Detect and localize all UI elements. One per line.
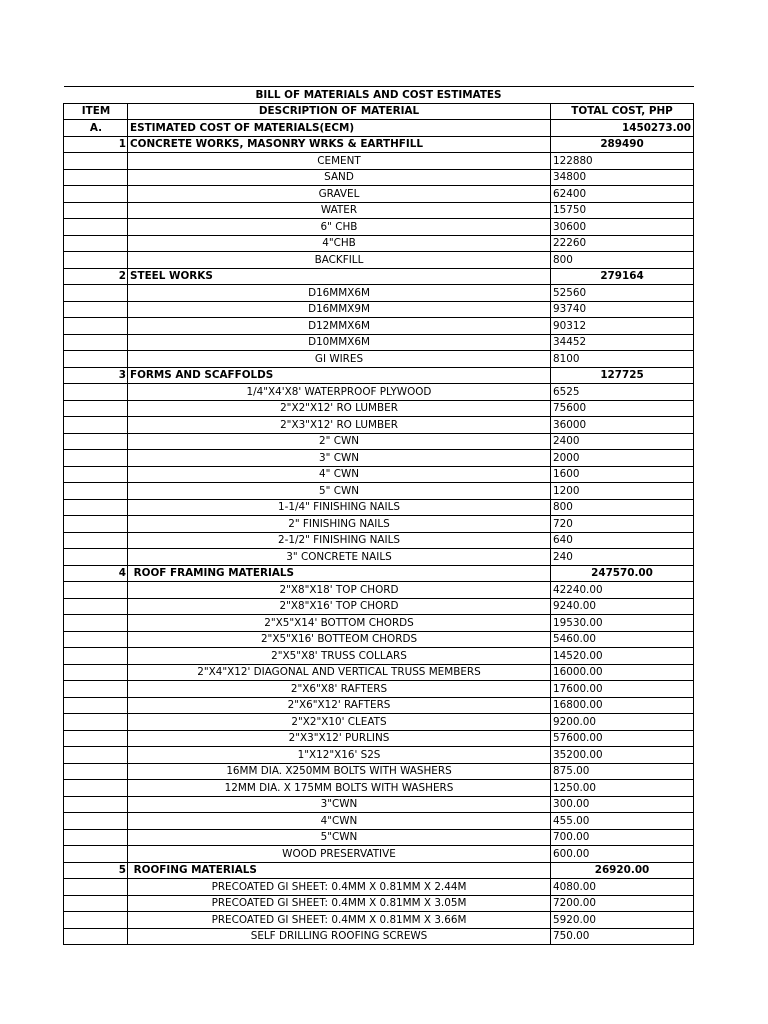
- material-row: [64, 631, 694, 648]
- material-description: 6" CHB: [128, 219, 551, 236]
- material-row: [64, 202, 694, 219]
- material-row: [64, 697, 694, 714]
- section-subtotal: 279164: [551, 268, 694, 285]
- material-description: 2"X4"X12' DIAGONAL AND VERTICAL TRUSS MEMBERS: [128, 664, 551, 681]
- material-cost: 7200.00: [551, 895, 694, 912]
- material-row: [64, 747, 694, 764]
- header-item: ITEM: [64, 103, 128, 120]
- material-cost: 8100: [551, 351, 694, 368]
- material-cost: 300.00: [551, 796, 694, 813]
- header-description: DESCRIPTION OF MATERIAL: [128, 103, 551, 120]
- material-description: 2"X5"X16' BOTTEOM CHORDS: [128, 631, 551, 648]
- material-row: [64, 780, 694, 797]
- material-row: [64, 433, 694, 450]
- material-description: 2"X5"X8' TRUSS COLLARS: [128, 648, 551, 665]
- material-row: [64, 763, 694, 780]
- material-row: [64, 483, 694, 500]
- item-cell: [64, 351, 128, 368]
- material-row: [64, 252, 694, 269]
- item-cell: [64, 499, 128, 516]
- material-description: D16MMX9M: [128, 301, 551, 318]
- material-row: [64, 153, 694, 170]
- material-description: SAND: [128, 169, 551, 186]
- section-row: [64, 862, 694, 879]
- material-row: [64, 879, 694, 896]
- item-cell: [64, 763, 128, 780]
- material-description: 1"X12"X16' S2S: [128, 747, 551, 764]
- material-cost: 800: [551, 499, 694, 516]
- document-title: BILL OF MATERIALS AND COST ESTIMATES: [64, 87, 694, 104]
- item-cell: [64, 549, 128, 566]
- material-row: [64, 895, 694, 912]
- material-description: 2"X5"X14' BOTTOM CHORDS: [128, 615, 551, 632]
- material-cost: 22260: [551, 235, 694, 252]
- material-cost: 42240.00: [551, 582, 694, 599]
- item-cell: [64, 219, 128, 236]
- item-cell: [64, 235, 128, 252]
- material-cost: 1600: [551, 466, 694, 483]
- item-cell: [64, 318, 128, 335]
- material-description: 1/4"X4'X8' WATERPROOF PLYWOOD: [128, 384, 551, 401]
- item-cell: [64, 400, 128, 417]
- material-cost: 2400: [551, 433, 694, 450]
- material-description: WATER: [128, 202, 551, 219]
- material-cost: 35200.00: [551, 747, 694, 764]
- item-cell: [64, 169, 128, 186]
- item-cell: [64, 780, 128, 797]
- item-cell: [64, 681, 128, 698]
- section-subtotal: 26920.00: [551, 862, 694, 879]
- material-description: PRECOATED GI SHEET: 0.4MM X 0.81MM X 2.44M: [128, 879, 551, 896]
- material-cost: 1250.00: [551, 780, 694, 797]
- item-cell: [64, 153, 128, 170]
- material-description: 4"CWN: [128, 813, 551, 830]
- material-cost: 122880: [551, 153, 694, 170]
- material-description: GI WIRES: [128, 351, 551, 368]
- material-description: BACKFILL: [128, 252, 551, 269]
- material-row: [64, 334, 694, 351]
- header-total-cost: TOTAL COST, PHP: [551, 103, 694, 120]
- material-cost: 2000: [551, 450, 694, 467]
- material-cost: 52560: [551, 285, 694, 302]
- material-description: GRAVEL: [128, 186, 551, 203]
- material-description: 2"X6"X12' RAFTERS: [128, 697, 551, 714]
- section-label: FORMS AND SCAFFOLDS: [128, 367, 551, 384]
- section-label: CONCRETE WORKS, MASONRY WRKS & EARTHFILL: [128, 136, 551, 153]
- material-description: 3"CWN: [128, 796, 551, 813]
- material-row: [64, 912, 694, 929]
- material-row: [64, 813, 694, 830]
- section-row: [64, 565, 694, 582]
- material-row: [64, 615, 694, 632]
- material-description: 5" CWN: [128, 483, 551, 500]
- material-row: [64, 582, 694, 599]
- item-cell: [64, 334, 128, 351]
- material-cost: 720: [551, 516, 694, 533]
- item-cell: [64, 598, 128, 615]
- section-number: 5: [64, 862, 128, 879]
- section-subtotal: 247570.00: [551, 565, 694, 582]
- material-cost: 90312: [551, 318, 694, 335]
- material-row: [64, 499, 694, 516]
- material-description: 2-1/2" FINISHING NAILS: [128, 532, 551, 549]
- material-row: [64, 318, 694, 335]
- item-cell: [64, 631, 128, 648]
- item-cell: [64, 813, 128, 830]
- material-description: 2" CWN: [128, 433, 551, 450]
- material-cost: 34452: [551, 334, 694, 351]
- material-description: CEMENT: [128, 153, 551, 170]
- item-cell: [64, 730, 128, 747]
- material-description: 1-1/4" FINISHING NAILS: [128, 499, 551, 516]
- material-cost: 240: [551, 549, 694, 566]
- material-row: [64, 598, 694, 615]
- item-cell: [64, 912, 128, 929]
- item-cell: [64, 285, 128, 302]
- item-cell: [64, 615, 128, 632]
- material-row: [64, 796, 694, 813]
- item-cell: [64, 186, 128, 203]
- item-cell: [64, 714, 128, 731]
- material-description: 16MM DIA. X250MM BOLTS WITH WASHERS: [128, 763, 551, 780]
- item-cell: [64, 532, 128, 549]
- material-description: 2"X3"X12' PURLINS: [128, 730, 551, 747]
- material-row: [64, 351, 694, 368]
- material-row: [64, 516, 694, 533]
- material-description: 5"CWN: [128, 829, 551, 846]
- item-cell: [64, 928, 128, 945]
- material-cost: 6525: [551, 384, 694, 401]
- material-row: [64, 532, 694, 549]
- material-description: 2"X8"X18' TOP CHORD: [128, 582, 551, 599]
- material-description: PRECOATED GI SHEET: 0.4MM X 0.81MM X 3.66M: [128, 912, 551, 929]
- section-number: 1: [64, 136, 128, 153]
- material-cost: 36000: [551, 417, 694, 434]
- material-row: [64, 681, 694, 698]
- material-cost: 800: [551, 252, 694, 269]
- section-number: 2: [64, 268, 128, 285]
- material-cost: 640: [551, 532, 694, 549]
- material-description: 2"X3"X12' RO LUMBER: [128, 417, 551, 434]
- material-row: [64, 730, 694, 747]
- material-description: PRECOATED GI SHEET: 0.4MM X 0.81MM X 3.05M: [128, 895, 551, 912]
- material-row: [64, 285, 694, 302]
- material-row: [64, 664, 694, 681]
- section-subtotal: 127725: [551, 367, 694, 384]
- item-cell: [64, 202, 128, 219]
- material-row: [64, 186, 694, 203]
- material-description: 2"X2"X10' CLEATS: [128, 714, 551, 731]
- material-description: 3" CONCRETE NAILS: [128, 549, 551, 566]
- material-description: 4" CWN: [128, 466, 551, 483]
- item-cell: [64, 846, 128, 863]
- material-row: [64, 846, 694, 863]
- material-cost: 75600: [551, 400, 694, 417]
- item-cell: [64, 648, 128, 665]
- material-description: D10MMX6M: [128, 334, 551, 351]
- material-description: 4"CHB: [128, 235, 551, 252]
- material-cost: 875.00: [551, 763, 694, 780]
- material-cost: 700.00: [551, 829, 694, 846]
- material-description: 2"X2"X12' RO LUMBER: [128, 400, 551, 417]
- item-cell: [64, 301, 128, 318]
- section-number: 4: [64, 565, 128, 582]
- material-cost: 15750: [551, 202, 694, 219]
- item-cell: [64, 516, 128, 533]
- ecm-row: [64, 120, 694, 137]
- material-description: 12MM DIA. X 175MM BOLTS WITH WASHERS: [128, 780, 551, 797]
- section-number: 3: [64, 367, 128, 384]
- item-cell: [64, 879, 128, 896]
- item-cell: [64, 384, 128, 401]
- material-row: [64, 466, 694, 483]
- material-cost: 62400: [551, 186, 694, 203]
- item-cell: [64, 829, 128, 846]
- section-label: ROOFING MATERIALS: [128, 862, 551, 879]
- material-cost: 600.00: [551, 846, 694, 863]
- material-cost: 5920.00: [551, 912, 694, 929]
- material-description: 2"X6"X8' RAFTERS: [128, 681, 551, 698]
- material-description: 3" CWN: [128, 450, 551, 467]
- section-label: STEEL WORKS: [128, 268, 551, 285]
- item-cell: [64, 664, 128, 681]
- item-cell: [64, 252, 128, 269]
- ecm-total: 1450273.00: [551, 120, 694, 137]
- material-cost: 57600.00: [551, 730, 694, 747]
- material-description: 2"X8"X16' TOP CHORD: [128, 598, 551, 615]
- material-row: [64, 169, 694, 186]
- material-row: [64, 417, 694, 434]
- material-row: [64, 400, 694, 417]
- item-cell: [64, 417, 128, 434]
- material-cost: 455.00: [551, 813, 694, 830]
- material-row: [64, 928, 694, 945]
- material-row: [64, 450, 694, 467]
- material-cost: 16800.00: [551, 697, 694, 714]
- material-cost: 93740: [551, 301, 694, 318]
- section-label: ROOF FRAMING MATERIALS: [128, 565, 551, 582]
- item-cell: [64, 433, 128, 450]
- material-description: 2" FINISHING NAILS: [128, 516, 551, 533]
- material-description: SELF DRILLING ROOFING SCREWS: [128, 928, 551, 945]
- item-cell: [64, 483, 128, 500]
- item-cell: [64, 466, 128, 483]
- ecm-label: ESTIMATED COST OF MATERIALS(ECM): [128, 120, 551, 137]
- material-row: [64, 235, 694, 252]
- section-subtotal: 289490: [551, 136, 694, 153]
- material-row: [64, 549, 694, 566]
- bill-of-materials-table: [63, 86, 694, 945]
- item-cell: [64, 895, 128, 912]
- title-row: [64, 87, 694, 104]
- item-cell: [64, 582, 128, 599]
- material-description: D16MMX6M: [128, 285, 551, 302]
- section-row: [64, 367, 694, 384]
- material-description: WOOD PRESERVATIVE: [128, 846, 551, 863]
- material-cost: 14520.00: [551, 648, 694, 665]
- material-row: [64, 301, 694, 318]
- material-cost: 5460.00: [551, 631, 694, 648]
- item-cell: [64, 796, 128, 813]
- material-cost: 750.00: [551, 928, 694, 945]
- material-cost: 1200: [551, 483, 694, 500]
- material-row: [64, 219, 694, 236]
- item-cell: [64, 450, 128, 467]
- item-cell: [64, 697, 128, 714]
- material-cost: 16000.00: [551, 664, 694, 681]
- material-cost: 9200.00: [551, 714, 694, 731]
- material-row: [64, 648, 694, 665]
- material-cost: 30600: [551, 219, 694, 236]
- ecm-item: A.: [64, 120, 128, 137]
- material-cost: 34800: [551, 169, 694, 186]
- header-row: [64, 103, 694, 120]
- material-description: D12MMX6M: [128, 318, 551, 335]
- section-row: [64, 268, 694, 285]
- item-cell: [64, 747, 128, 764]
- material-cost: 19530.00: [551, 615, 694, 632]
- material-cost: 9240.00: [551, 598, 694, 615]
- material-cost: 17600.00: [551, 681, 694, 698]
- material-row: [64, 714, 694, 731]
- material-cost: 4080.00: [551, 879, 694, 896]
- section-row: [64, 136, 694, 153]
- material-row: [64, 384, 694, 401]
- material-row: [64, 829, 694, 846]
